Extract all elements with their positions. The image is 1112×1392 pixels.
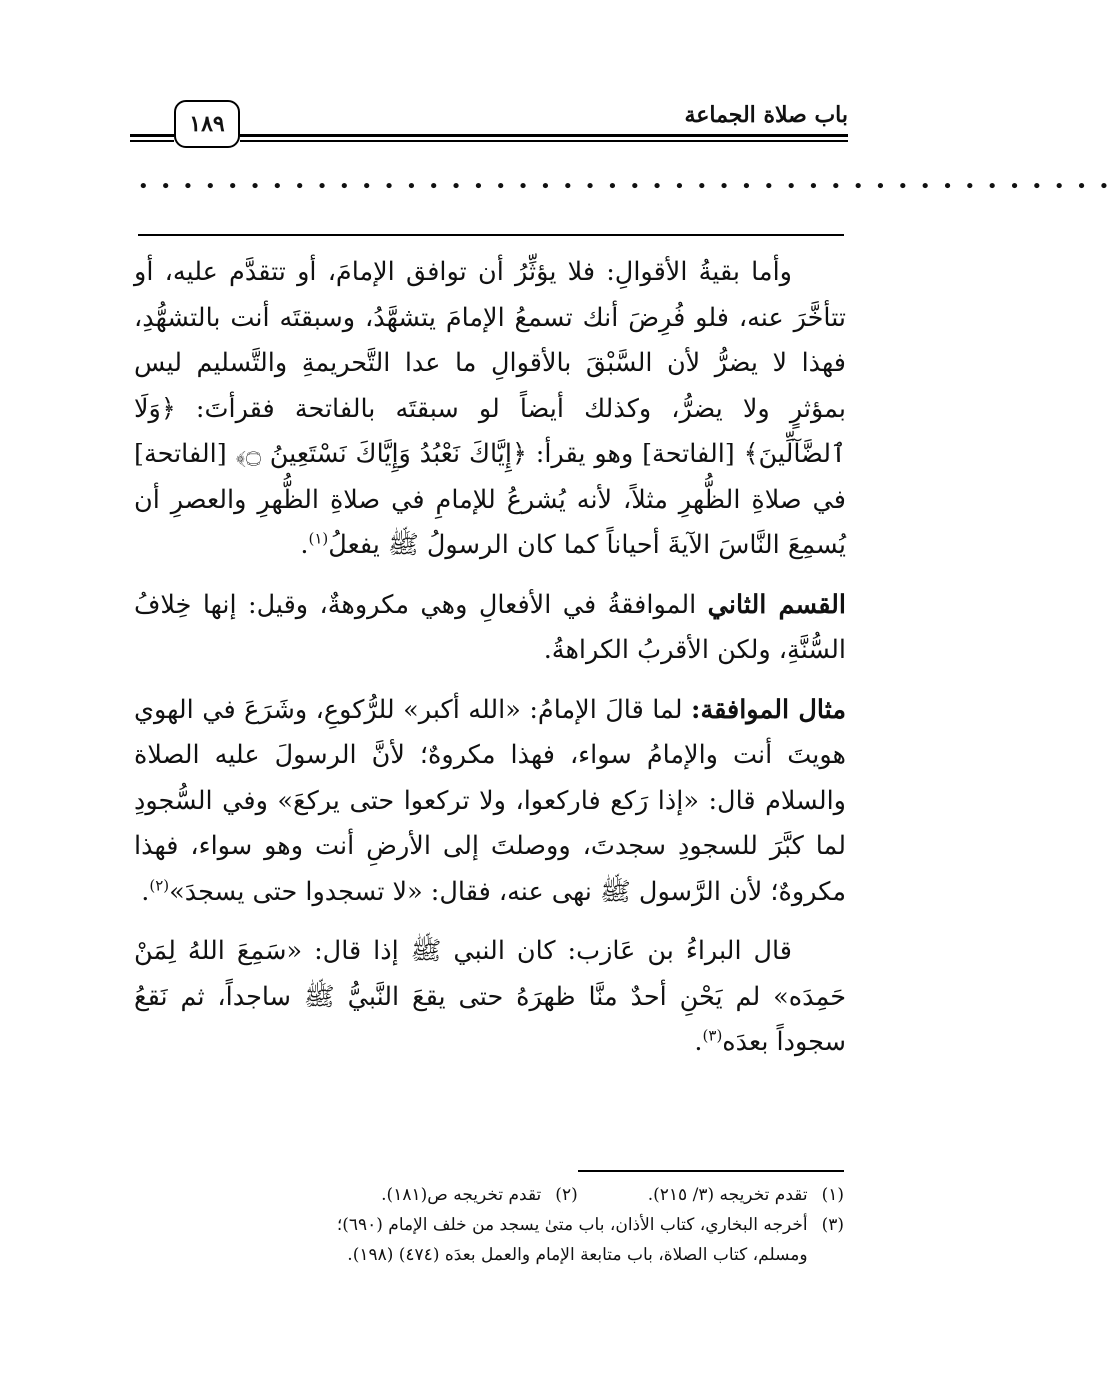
section-heading: القسم الثاني (707, 589, 847, 620)
dotted-separator: • • • • • • • • • • • • • • • • • • • • • • • • • • • • • • • • • • • • • • • • • • • • (138, 176, 1112, 197)
example-heading: مثال الموافقة: (691, 694, 846, 725)
header-rule (240, 140, 848, 142)
paragraph-text: الموافقةُ في الأفعالِ وهي مكروهةٌ، وقيل: إنها خِلافُ السُّنَّةِ، ولكن الأقربُ الكراهةُ. (134, 589, 846, 665)
footnote (648, 1180, 844, 1210)
footnote (180, 1210, 844, 1270)
paragraph-end: . (141, 876, 150, 907)
footnote-ref: (٢) (149, 876, 170, 894)
footnote-text: تقدم تخريجه ص(١٨١). (381, 1185, 542, 1205)
header-rule (130, 140, 174, 142)
paragraph-end: . (300, 530, 309, 560)
header-rule (130, 134, 174, 137)
paragraph (134, 688, 846, 916)
page-number: ١٨٩ (174, 100, 240, 148)
footnote-body (337, 1210, 808, 1270)
paragraph-end: . (694, 1027, 703, 1057)
footnote-ref: (١) (308, 529, 329, 548)
footnote-number: (١) (821, 1185, 844, 1205)
paragraph-text: قال البراءُ بن عَازب: كان النبي ﷺ إذا قال: «سَمِعَ اللهُ لِمَنْ حَمِدَه» لم يَحْنِ أحدٌ منَّا ظهرَهُ حتى يقعَ النَّبيُّ ﷺ ساجداً، ثم نَقعُ سجوداً بعدَه (134, 936, 846, 1057)
footnote-number: (٢) (555, 1185, 578, 1205)
paragraph (134, 583, 846, 674)
footnote-rule (578, 1170, 844, 1172)
chapter-title: باب صلاة الجماعة (684, 102, 848, 128)
footnote-text-continued: ومسلم، كتاب الصلاة، باب متابعة الإمام والعمل بعدَه (٤٧٤) (١٩٨). (347, 1245, 808, 1265)
footnote-text: تقدم تخريجه (٣/ ٢١٥). (647, 1185, 808, 1205)
separator-line (138, 234, 844, 236)
header-rule (240, 134, 848, 137)
paragraph-text: وأما بقيةُ الأقوالِ: فلا يؤثِّرُ أن توافق الإمامَ، أو تتقدَّم عليه، أو تتأخَّرَ عنه، فلو فُرِضَ أنك تسمعُ الإمامَ يتشهَّدُ، وسبقتَه أنت بالتشهُّدِ، فهذا لا يضرُّ لأن السَّبْقَ بالأقوالِ ما عدا التَّحريمةِ والتَّسليم ليس بمؤثرٍ ولا يضرُّ، وكذلك أيضاً لو سبقتَه بالفاتحة فقرأتَ: ﴿وَلَا ٱلضَّآلِّينَ﴾ [الفاتحة] وهو يقرأ: ﴿إِيَّاكَ نَعْبُدُ وَإِيَّاكَ نَسْتَعِينُ ۝﴾ [الفاتحة] في صلاةِ الظُّهرِ مثلاً، لأنه يُشرعُ للإمامِ في صلاةِ الظُّهرِ والعصرِ أن يُسمِعَ النَّاسَ الآيةَ أحياناً كما كان الرسولُ ﷺ يفعلُ (134, 257, 846, 560)
footnote-number: (٣) (821, 1215, 844, 1235)
paragraph-text: لما قالَ الإمامُ: «الله أكبر» للرُّكوعِ، وشَرَعَ في الهوي هويتَ أنت والإمامُ سواء، فهذا مكروهٌ؛ لأنَّ الرسولَ عليه الصلاة والسلام قال: «إذا رَكع فاركعوا، ولا تركعوا حتى يركعَ» وفي السُّجودِ لما كبَّرَ للسجودِ سجدتَ، ووصلتَ إلى الأرضِ أنت وهو سواء، فهذا مكروهٌ؛ لأن الرَّسول ﷺ نهى عنه، فقال: «لا تسجدوا حتى يسجدَ» (134, 694, 846, 907)
main-text (134, 250, 846, 1080)
paragraph (134, 250, 846, 569)
footnote (381, 1180, 578, 1210)
page-header (130, 96, 848, 156)
footnotes (180, 1180, 844, 1270)
footnote-row (180, 1180, 844, 1210)
paragraph (134, 929, 846, 1066)
footnote-text: أخرجه البخاري، كتاب الأذان، باب متىٰ يسجد من خلف الإمام (٦٩٠)؛ (336, 1215, 808, 1235)
footnote-ref: (٣) (702, 1026, 723, 1045)
